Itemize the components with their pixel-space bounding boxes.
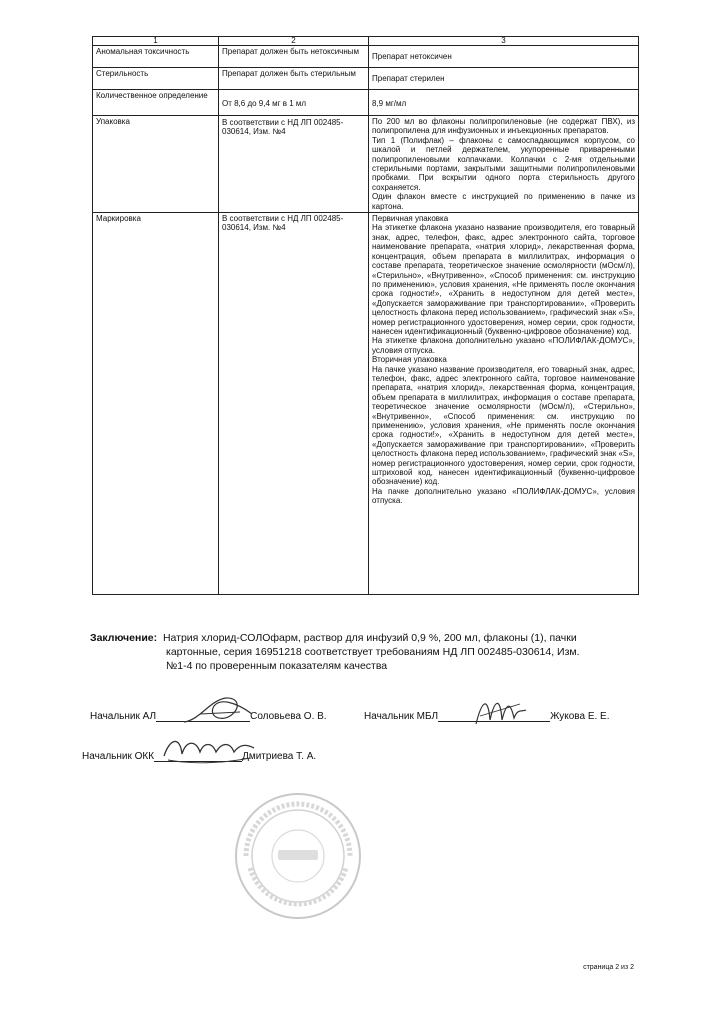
conclusion-line-1: Натрия хлорид-СОЛОфарм, раствор для инфузий 0,9 %, 200 мл, флаконы (1), пачки bbox=[162, 632, 577, 644]
company-stamp bbox=[232, 790, 364, 922]
row-requirement: Препарат должен быть стерильным bbox=[219, 68, 369, 90]
signature-mbl-scribble bbox=[470, 690, 530, 730]
packaging-paragraph-1: По 200 мл во флаконы полипропиленовые (не содержат ПВХ), из полипропилена для инфузионных и инъекционных препаратов. bbox=[372, 117, 635, 136]
table-row-assay bbox=[93, 90, 639, 116]
okk-label: Начальник ОКК bbox=[82, 751, 155, 762]
page-number: страница 2 из 2 bbox=[583, 964, 634, 971]
signature-al-scribble bbox=[180, 692, 260, 728]
table-row-marking bbox=[93, 213, 639, 595]
specification-table bbox=[92, 36, 639, 595]
row-requirement: В соответствии с НД ЛП 002485-030614, Изм. №4 bbox=[219, 213, 369, 595]
packaging-paragraph-2: Тип 1 (Полифлак) – флаконы с самоспадающимся корпусом, со шкалой и петлей держателем, укупоренные приваренными полипропиленовыми колпачками. Колпачки с 2-мя отдельными стерильными портами, закрытыми защитными полипропиленовыми пробками. При вскрытии одного порта стерильность другого сохраняется. bbox=[372, 135, 635, 192]
mbl-label: Начальник МБЛ bbox=[364, 711, 439, 722]
table-row-toxicity bbox=[93, 46, 639, 68]
row-name: Упаковка bbox=[93, 116, 219, 213]
packaging-paragraph-3: Один флакон вместе с инструкцией по применению в пачке из картона. bbox=[372, 192, 635, 211]
row-name: Количественное определение bbox=[93, 90, 219, 116]
table-header-row bbox=[93, 37, 639, 46]
table-row-packaging bbox=[93, 116, 639, 213]
primary-packaging-extra: На этикетке флакона дополнительно указано «ПОЛИФЛАК-ДОМУС», условия отпуска. bbox=[372, 336, 635, 355]
row-result: Препарат нетоксичен bbox=[369, 46, 639, 68]
table-row-sterility bbox=[93, 68, 639, 90]
primary-packaging-text: На этикетке флакона указано название производителя, его товарный знак, адрес, телефон, факс, адрес электронного сайта, торговое наименование препарата, «натрия хлорид», лекарственная форма, концентрация, объем препарата в миллилитрах, информация о составе препарата, теоретическое значение осмолярности (мОсм/л), «Стерильно», «Внутривенно», «Способ применения: см. инструкцию по применению», условия хранения, «Не применять после окончания срока годности!», «Хранить в недоступном для детей месте», «Допускается замораживание при транспортировании», «Проверить целостность флакона перед использованием», графический знак «S», номер регистрационного удостоверения, номер серии, срок годности, нанесен идентификационный (буквенно-цифровое обозначение) код. bbox=[372, 223, 635, 336]
row-requirement: От 8,6 до 9,4 мг в 1 мл bbox=[219, 90, 369, 116]
row-requirement: В соответствии с НД ЛП 002485-030614, Изм. №4 bbox=[219, 116, 369, 213]
signature-okk-scribble bbox=[160, 730, 260, 770]
row-result: 8,9 мг/мл bbox=[369, 90, 639, 116]
conclusion-line-2: картонные, серия 16951218 соответствует требованиям НД ЛП 002485-030614, Изм. bbox=[166, 646, 580, 658]
col-header-3: 3 bbox=[369, 37, 639, 46]
al-label: Начальник АЛ bbox=[90, 711, 157, 722]
secondary-packaging-text: На пачке указано название производителя, его товарный знак, адрес, телефон, факс, адрес электронного сайта, торговое наименование препарата, «натрия хлорид», лекарственная форма, концентрация, объем препарата в миллилитрах, информация о составе препарата, теоретическое значение осмолярности (мОсм/л), «Стерильно», «Внутривенно», «Способ применения: см. инструкцию по применению», условия хранения, «Не применять после окончания срока годности!», «Хранить в недоступном для детей месте», «Допускается замораживание при транспортировании», «Проверить целостность флакона перед использованием», графический знак «S», номер регистрационного удостоверения, номер серии, срок годности, штриховой код, нанесен идентификационный (буквенно-цифровое обозначение) код. bbox=[372, 364, 635, 487]
conclusion bbox=[90, 631, 640, 673]
primary-packaging-title: Первичная упаковка bbox=[372, 214, 449, 224]
secondary-packaging-extra: На пачке дополнительно указано «ПОЛИФЛАК-ДОМУС», условия отпуска. bbox=[372, 486, 635, 506]
secondary-packaging-title: Вторичная упаковка bbox=[372, 355, 447, 365]
conclusion-label: Заключение: bbox=[90, 632, 158, 644]
conclusion-line-3: №1-4 по проверенным показателям качества bbox=[166, 660, 388, 672]
col-header-2: 2 bbox=[219, 37, 369, 46]
row-name: Маркировка bbox=[93, 213, 219, 595]
okk-name: Дмитриева Т. А. bbox=[242, 751, 317, 762]
col-header-1: 1 bbox=[93, 37, 219, 46]
row-result bbox=[369, 116, 639, 213]
row-result bbox=[369, 213, 639, 595]
row-name: Стерильность bbox=[93, 68, 219, 90]
row-requirement: Препарат должен быть нетоксичным bbox=[219, 46, 369, 68]
al-name: Соловьева О. В. bbox=[250, 711, 327, 722]
row-result: Препарат стерилен bbox=[369, 68, 639, 90]
row-name: Аномальная токсичность bbox=[93, 46, 219, 68]
mbl-name: Жукова Е. Е. bbox=[550, 711, 610, 722]
